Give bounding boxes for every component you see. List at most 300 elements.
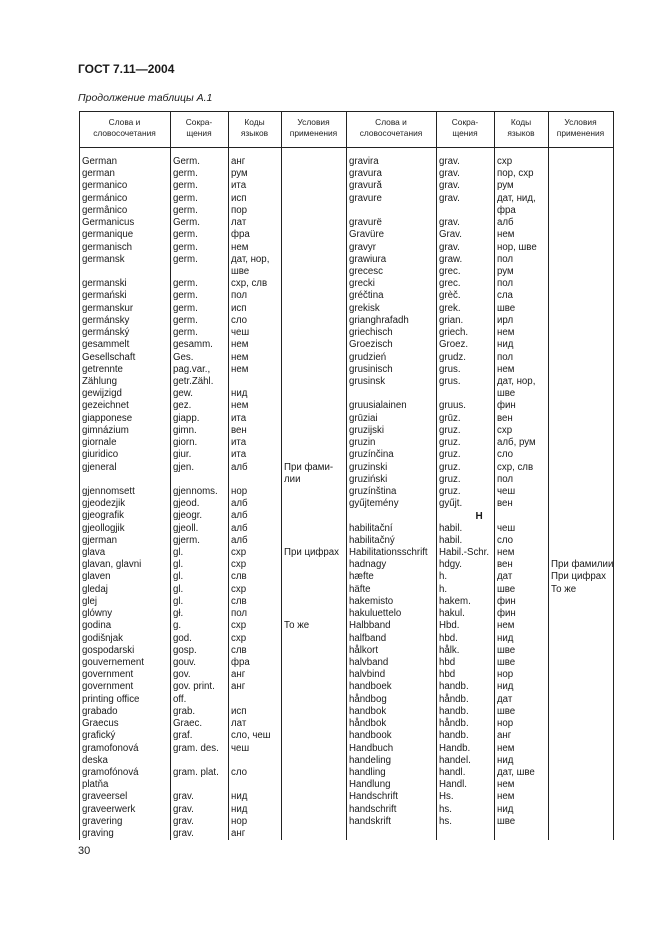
table-cell: Germ. (173, 217, 200, 229)
table-cell: нем (497, 620, 515, 632)
table-cell: habilitačný (349, 534, 395, 546)
table-cell: godina (82, 620, 112, 632)
table-cell: Graec. (173, 718, 203, 730)
table-cell: gł. (173, 608, 184, 620)
table-cell: hakem. (439, 595, 471, 607)
table-cell: ита (231, 412, 247, 424)
table-cell: hadnagy (349, 559, 387, 571)
table-cell: glava (82, 547, 106, 559)
table-cell: пор, схр (497, 168, 534, 180)
table-cell: giorn. (173, 437, 198, 449)
table-cell: сло (497, 449, 513, 461)
table-cell: grekisk (349, 302, 380, 314)
table-cell: вен (231, 424, 247, 436)
table-cell: Handb. (439, 742, 471, 754)
table-cell: нем (497, 547, 515, 559)
table-cell: handboek (349, 681, 392, 693)
table-cell: printing office (82, 693, 140, 705)
table-cell: habil. (439, 534, 463, 546)
table-cell: дат, нор, (231, 253, 270, 265)
table-cell: нид (497, 754, 514, 766)
table-cell: germ. (173, 229, 198, 241)
table-cell: gruz. (439, 437, 461, 449)
table-cell: алб (231, 522, 248, 534)
table-cell: пол (497, 473, 514, 485)
table-cell: Ges. (173, 351, 194, 363)
table-cell: gledaj (82, 583, 108, 595)
table-cell: god. (173, 632, 192, 644)
column-divider (548, 111, 549, 840)
table-cell: handschrift (349, 803, 397, 815)
table-cell: gramofonová (82, 742, 139, 754)
table-cell: glavan, glavni (82, 559, 142, 571)
table-cell: grusinisch (349, 363, 393, 375)
table-cell: grūz. (439, 412, 461, 424)
table-cell: grafický (82, 730, 116, 742)
column-header-line1: Условия (297, 117, 330, 127)
table-cell: gruzínština (349, 485, 397, 497)
table-cell: Groezisch (349, 339, 393, 351)
table-cell: нид (497, 339, 514, 351)
table-cell: gesammelt (82, 339, 130, 351)
table-cell: gimnázium (82, 424, 129, 436)
table-cell: grecesc (349, 265, 383, 277)
column-header-line1: Слова и (108, 117, 141, 127)
table-cell: hdgy. (439, 559, 462, 571)
table-cell: gl. (173, 595, 184, 607)
table-cell: grusinsk (349, 375, 386, 387)
table-cell: germ. (173, 241, 198, 253)
table-cell: grav. (439, 156, 460, 167)
table-cell: При фамилии (551, 559, 614, 571)
table-cell: gjeollogjik (82, 522, 125, 534)
column-header-line1: Коды (510, 117, 532, 127)
table-cell: grianghrafadh (349, 314, 409, 326)
table-cell: germansk (82, 253, 125, 265)
table-cell: grawiura (349, 253, 387, 265)
table-cell: halfband (349, 632, 387, 644)
table-cell: grabado (82, 705, 118, 717)
table-cell: gyűjtemény (349, 498, 399, 510)
table-cell: gyűjt. (439, 498, 463, 510)
table-cell: germanisch (82, 241, 133, 253)
table-cell: фин (497, 400, 516, 412)
table-cell: gruzinski (349, 461, 388, 473)
table-cell: сло (231, 314, 247, 326)
table-cell: сло (497, 534, 513, 546)
table-cell: нем (497, 229, 515, 241)
section-letter: H (475, 510, 483, 522)
table-cell: gosp. (173, 644, 197, 656)
table-cell: нем (497, 742, 515, 754)
table-cell: Germanicus (82, 217, 135, 229)
table-cell: halvband (349, 657, 389, 669)
table-cell: hs. (439, 803, 452, 815)
table-cell: grav. (173, 828, 194, 840)
page-number: 30 (78, 845, 91, 857)
table-cell: graveersel (82, 791, 128, 803)
table-cell: håndb. (439, 718, 469, 730)
table-cell: griechisch (349, 327, 393, 339)
table-cell: шве (231, 265, 250, 277)
table-cell: Grav. (439, 229, 462, 241)
table-cell: Handlung (349, 779, 391, 791)
table-cell: grav. (439, 241, 460, 253)
table-cell: Germ. (173, 156, 200, 167)
table-cell: gruz. (439, 424, 461, 436)
table-cell: graveerwerk (82, 803, 136, 815)
table-cell: gjeneral (82, 461, 117, 473)
table-cell: grab. (173, 705, 196, 717)
table-cell: hæfte (349, 571, 374, 583)
table-cell: germ. (173, 253, 198, 265)
table-cell: gravyr (349, 241, 376, 253)
table-cell: нем (497, 363, 515, 375)
column-header-line2: щения (452, 128, 478, 138)
table-cell: germanski (82, 278, 127, 290)
table-cell: gjennoms. (173, 485, 218, 497)
table-cell: gl. (173, 583, 184, 595)
table-cell: нид (497, 632, 514, 644)
table-cell: алб (231, 498, 248, 510)
table-cell: схр (497, 156, 513, 167)
table-cell: алб (231, 510, 248, 522)
column-header-line1: Условия (564, 117, 597, 127)
table-cell: gez. (173, 400, 192, 412)
table-cell: шве (497, 583, 516, 595)
table-cell: handb. (439, 681, 469, 693)
table-cell: Graecus (82, 718, 119, 730)
table-cell: hbd (439, 669, 456, 681)
table-cell: håndb. (439, 693, 469, 705)
table-cell: germ. (173, 278, 198, 290)
table-cell: анг (231, 828, 246, 840)
table-cell: hålkort (349, 644, 379, 656)
table-cell: h. (439, 571, 448, 583)
table-cell: hakemisto (349, 595, 394, 607)
table-cell: h. (439, 583, 448, 595)
table-cell: нем (497, 779, 515, 791)
table-cell: схр (231, 620, 247, 632)
table-cell: grus. (439, 375, 461, 387)
table-cell: gravurë (349, 217, 382, 229)
table-cell: handbook (349, 730, 392, 742)
table-cell: germánsky (82, 314, 130, 326)
table-cell: giur. (173, 449, 192, 461)
table-cell: дат (497, 571, 513, 583)
table-cell: нид (497, 803, 514, 815)
table-cell: pag.var., (173, 363, 211, 375)
table-cell: hakuluettelo (349, 608, 402, 620)
column-header-line2: языков (240, 128, 269, 138)
table-cell: нем (231, 241, 249, 253)
table-cell: grav. (173, 791, 194, 803)
table-cell: ирл (497, 314, 514, 326)
table-cell: исп (231, 302, 247, 314)
table-cell: germ. (173, 168, 198, 180)
table-cell: gruus. (439, 400, 466, 412)
table-cell: Groez. (439, 339, 469, 351)
table-cell: шве (497, 815, 516, 827)
table-cell: gjeodezjik (82, 498, 126, 510)
table-cell: grudz. (439, 351, 466, 363)
table-cell: пол (497, 253, 514, 265)
table-cell: нем (231, 339, 249, 351)
table-cell: чеш (231, 327, 250, 339)
table-cell: gospodarski (82, 644, 135, 656)
table-cell: алб (231, 461, 248, 473)
table-cell: При цифрах (284, 547, 340, 559)
table-cell: gravering (82, 815, 123, 827)
table-cell: gruz. (439, 449, 461, 461)
table-cell: gl. (173, 547, 184, 559)
table-cell: glej (82, 595, 98, 607)
table-cell: germański (82, 290, 127, 302)
table-cell: схр (231, 547, 247, 559)
table-cell: German (82, 156, 117, 167)
table-cell: дат, шве (497, 767, 535, 778)
table-cell: чеш (231, 742, 250, 754)
table-cell: handl. (439, 767, 466, 778)
table-cell: gravure (349, 192, 382, 204)
column-header-line2: словосочетания (359, 128, 423, 138)
table-cell: слв (231, 644, 247, 656)
table-cell: gjerm. (173, 534, 200, 546)
table-cell: germ. (173, 180, 198, 192)
table-cell: нем (231, 363, 249, 375)
table-cell: häfte (349, 583, 371, 595)
table-cell: нор (497, 669, 514, 681)
table-cell: håndbog (349, 693, 387, 705)
table-cell: исп (231, 192, 247, 204)
table-cell: Zählung (82, 375, 118, 387)
table-cell: сла (497, 290, 513, 302)
table-cell: graw. (439, 253, 463, 265)
column-header-line1: Слова и (375, 117, 407, 127)
table-cell: gruzijski (349, 424, 384, 436)
table-cell: лат (231, 718, 247, 730)
column-divider (494, 111, 495, 840)
table-cell: дат (497, 693, 513, 705)
table-cell: пол (497, 278, 514, 290)
table-cell: фра (497, 204, 516, 216)
table-cell: исп (231, 705, 247, 717)
table-cell: gouv. (173, 657, 196, 669)
table-cell: handskrift (349, 815, 391, 827)
table-cell: сло (231, 767, 247, 778)
table-cell: вен (497, 559, 513, 571)
table-cell: germânico (82, 204, 128, 216)
table-cell: grec. (439, 265, 461, 277)
table-cell: platňa (82, 779, 109, 791)
table-cell: фин (497, 608, 516, 620)
table-cell: getrennte (82, 363, 123, 375)
table-cell: gjen. (173, 461, 195, 473)
table-cell: habilitační (349, 522, 393, 534)
table-cell: пол (231, 290, 248, 302)
table-cell: нем (497, 791, 515, 803)
table-cell: схр (231, 559, 247, 571)
table-cell: анг (231, 156, 246, 167)
table-cell: Handbuch (349, 742, 394, 754)
table-cell: grus. (439, 363, 461, 375)
table-cell: gezeichnet (82, 400, 129, 412)
table-cell: grek. (439, 302, 461, 314)
table-cell: Halbband (349, 620, 391, 632)
table-cell: Handschrift (349, 791, 398, 803)
table-cell: giapponese (82, 412, 133, 424)
column-divider (228, 111, 229, 840)
table-cell: ита (231, 437, 247, 449)
table-cell: фра (231, 229, 250, 241)
table-cell: germ. (173, 302, 198, 314)
table-cell: пол (497, 351, 514, 363)
table-cell: шве (497, 302, 516, 314)
table-cell: handb. (439, 730, 469, 742)
table-cell: gewijzigd (82, 388, 122, 400)
table-cell: germ. (173, 204, 198, 216)
table-cell: gram. plat. (173, 767, 219, 778)
column-divider (436, 111, 437, 840)
table-cell: нид (231, 791, 248, 803)
table-cell: german (82, 168, 115, 180)
table-cell: нид (231, 803, 248, 815)
table-cell: grudzień (349, 351, 387, 363)
table-cell: схр, слв (231, 278, 268, 290)
table-cell: gew. (173, 388, 193, 400)
table-cell: germanique (82, 229, 134, 241)
table-cell: giapp. (173, 412, 200, 424)
table-cell: grav. (439, 180, 460, 192)
table-cell: нем (231, 400, 249, 412)
table-cell: graving (82, 828, 114, 840)
table-cell: анг (231, 681, 246, 693)
table-cell: habil. (439, 522, 463, 534)
table-cell: gesamm. (173, 339, 213, 351)
table-cell: hbd (439, 657, 456, 669)
column-header-line2: словосочетания (93, 128, 156, 138)
table-cell: анг (231, 669, 246, 681)
table-cell: germanskur (82, 302, 134, 314)
table-cell: нид (231, 388, 248, 400)
table-cell: grav. (173, 815, 194, 827)
table-cell: шве (497, 705, 516, 717)
table-cell: Handl. (439, 779, 468, 791)
column-header-line2: применения (556, 128, 605, 138)
table-cell: нор (231, 815, 248, 827)
table-cell: gréčtina (349, 290, 384, 302)
table-cell: gimn. (173, 424, 197, 436)
table-cell: gouvernement (82, 657, 144, 669)
table-cell: рум (497, 265, 514, 277)
table-cell: germ. (173, 314, 198, 326)
table-cell: алб (231, 534, 248, 546)
table-cell: нем (497, 327, 515, 339)
table-cell: gruzínčina (349, 449, 394, 461)
table-cell: рум (497, 180, 514, 192)
table-cell: нор (497, 718, 514, 730)
column-header-line1: Коды (244, 117, 265, 127)
table-cell: ита (231, 449, 247, 461)
table-cell: hålk. (439, 644, 460, 656)
table-cell: grav. (173, 803, 194, 815)
table-cell: grūziai (349, 412, 378, 424)
table-cell: gov. print. (173, 681, 215, 693)
table-cell: gjeografik (82, 510, 125, 522)
table-cell: glówny (82, 608, 113, 620)
table-cell: При цифрах (551, 571, 607, 583)
table-cell: handbok (349, 705, 387, 717)
table-cell: griech. (439, 327, 469, 339)
table-cell: фин (497, 595, 516, 607)
table-cell: gl. (173, 571, 184, 583)
table-cell: слв (231, 571, 247, 583)
column-divider (79, 111, 80, 840)
table-cell: То же (551, 583, 577, 595)
table-cell: нем (231, 351, 249, 363)
table-cell: grav. (439, 217, 460, 229)
table-cell: схр (231, 583, 247, 595)
table-cell: handel. (439, 754, 471, 766)
table-cell: handeling (349, 754, 392, 766)
table-cell: вен (497, 412, 513, 424)
table-cell: grèč. (439, 290, 461, 302)
table-cell: håndbok (349, 718, 387, 730)
table-cell: gramofónová (82, 767, 139, 778)
table-cell: лат (231, 217, 247, 229)
table-cell: Habil.-Schr. (439, 547, 490, 559)
table-cell: hs. (439, 815, 452, 827)
table-cell: фра (231, 657, 250, 669)
table-cell: germánico (82, 192, 128, 204)
table-cell: схр, слв (497, 461, 534, 473)
table-cell: Gesellschaft (82, 351, 136, 363)
table-cell: дат, нид, (497, 192, 536, 204)
table-cell: пол (231, 608, 248, 620)
table-cell: germanico (82, 180, 128, 192)
table-cell: handb. (439, 705, 469, 717)
table-cell: gjennomsett (82, 485, 135, 497)
table-cell: слв (231, 595, 247, 607)
table-cell: То же (284, 620, 310, 632)
table-cell: шве (497, 657, 516, 669)
column-divider (170, 111, 171, 840)
table-cell: graf. (173, 730, 193, 742)
table-cell: halvbind (349, 669, 386, 681)
table-cell: government (82, 681, 134, 693)
table-cell: giornale (82, 437, 117, 449)
table-cell: grec. (439, 278, 461, 290)
table-cell: germ. (173, 192, 198, 204)
table-cell: Hbd. (439, 620, 460, 632)
table-cell: g. (173, 620, 182, 632)
table-cell: gruz. (439, 461, 461, 473)
column-divider (613, 111, 614, 840)
table-cell: алб (497, 217, 514, 229)
table-cell: grav. (439, 168, 460, 180)
table-cell: схр (231, 632, 247, 644)
table-cell: hbd. (439, 632, 458, 644)
table-cell: gov. (173, 669, 191, 681)
column-header-line1: Сокра- (185, 117, 213, 127)
table-cell: нор, шве (497, 241, 537, 253)
column-divider (281, 111, 282, 840)
column-header-line2: щения (186, 128, 212, 138)
table-cell: алб, рум (497, 437, 536, 449)
table-cell: deska (82, 754, 108, 766)
table-cell: gravira (349, 156, 379, 167)
table-cell: gjeoll. (173, 522, 199, 534)
